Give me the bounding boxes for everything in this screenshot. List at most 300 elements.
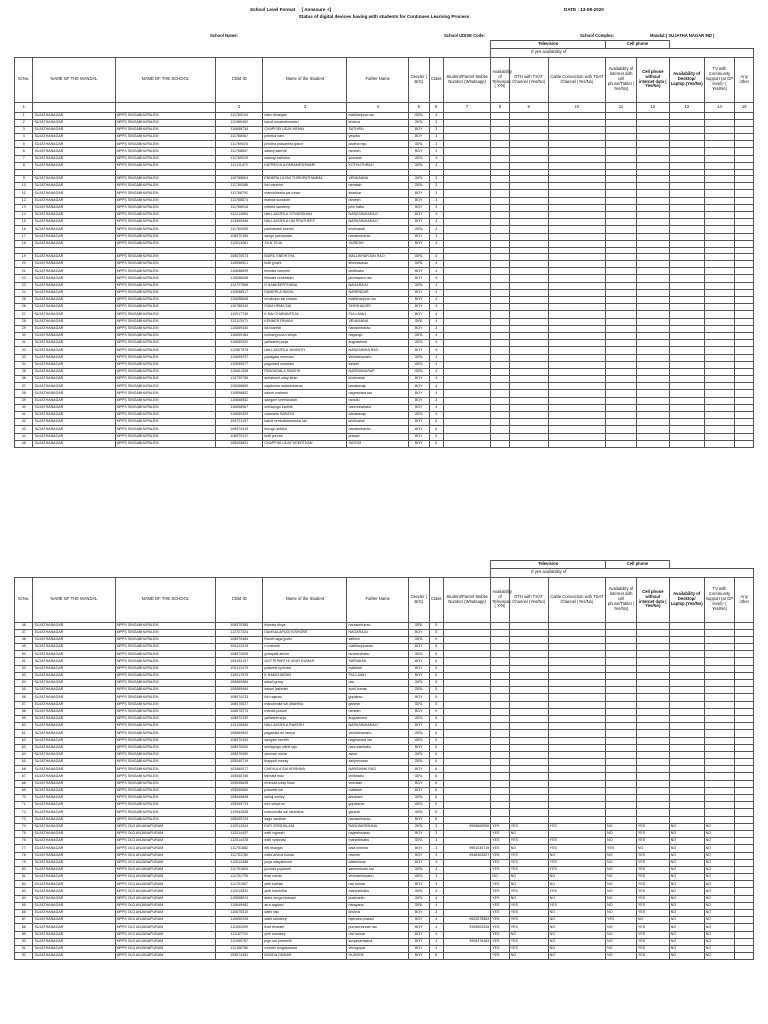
table-cell bbox=[491, 347, 509, 354]
table-cell: SUJATHANAGAR bbox=[33, 155, 115, 162]
table-row bbox=[15, 766, 754, 773]
table-cell: SUJATHANAGAR bbox=[33, 629, 115, 636]
table-cell bbox=[491, 204, 509, 211]
table-cell: ravinter bbox=[347, 852, 409, 859]
table-cell: NAGARAJU bbox=[347, 629, 409, 636]
table-cell: MPPS SINGABHUPALEM bbox=[115, 751, 216, 758]
table-cell bbox=[704, 162, 735, 169]
table-cell: GIRL bbox=[409, 795, 430, 802]
table-cell: MPPS SINGABHUPALEM bbox=[115, 737, 216, 744]
annexure-text: [ Annexure -I] bbox=[301, 7, 332, 12]
table-cell: 21 bbox=[15, 268, 33, 275]
table-cell: 3 bbox=[429, 204, 443, 211]
table-cell: YES bbox=[491, 838, 509, 845]
table-cell: ikki ramya sri bbox=[263, 802, 347, 809]
table-cell bbox=[735, 383, 754, 390]
table-cell bbox=[735, 155, 754, 162]
table-cell: 110659377 bbox=[216, 361, 263, 368]
table-cell: 58 bbox=[15, 708, 33, 715]
table-cell bbox=[669, 629, 704, 636]
table-cell: 3 bbox=[429, 240, 443, 247]
table-cell bbox=[509, 701, 548, 708]
table-cell: MPPS OLD ANJANAPURAM bbox=[115, 866, 216, 873]
table-cell: ikki karthik bbox=[263, 325, 347, 332]
table-cell bbox=[443, 332, 490, 339]
table-cell: pachabanti keerthi bbox=[263, 226, 347, 233]
table-cell: narasimharao bbox=[347, 325, 409, 332]
table-cell bbox=[735, 680, 754, 687]
table-cell: Bandi naga jyothi bbox=[263, 636, 347, 643]
table-cell: 9908669056 bbox=[443, 823, 490, 830]
table-cell: NO bbox=[606, 823, 637, 830]
table-cell bbox=[704, 658, 735, 665]
table-row bbox=[15, 744, 754, 751]
table-cell: BOY bbox=[409, 440, 430, 447]
table-cell bbox=[606, 795, 637, 802]
table-row bbox=[15, 773, 754, 780]
table-cell: 61 bbox=[15, 730, 33, 737]
table-cell: 3 bbox=[429, 845, 443, 852]
table-cell: MPPS SINGABHUPALEM bbox=[115, 268, 216, 275]
table-cell: MPPS SINGABHUPALEM bbox=[115, 795, 216, 802]
table-cell: abba durga bhavani bbox=[263, 895, 347, 902]
table-cell bbox=[443, 902, 490, 909]
table-cell: rajendra prasad bbox=[347, 917, 409, 924]
table-cell bbox=[491, 816, 509, 823]
table-cell: YES bbox=[509, 902, 548, 909]
table-cell bbox=[548, 282, 605, 289]
column-header-tv-community: TV with Community support (at GP level)- ( Yes/No) bbox=[704, 577, 735, 622]
table-cell bbox=[491, 404, 509, 411]
table-cell: 9305503328 bbox=[443, 924, 490, 931]
table-cell: banakaraju bbox=[347, 383, 409, 390]
table-cell: 111751735 bbox=[216, 874, 263, 881]
table-cell: 108570169 bbox=[216, 233, 263, 240]
udise-label: School UDISE Code: bbox=[444, 33, 485, 38]
table-cell: 3 bbox=[429, 176, 443, 183]
table-cell: NO bbox=[704, 859, 735, 866]
table-cell: 39 bbox=[15, 397, 33, 404]
table-cell bbox=[491, 289, 509, 296]
table-cell: 79 bbox=[15, 859, 33, 866]
table-cell bbox=[443, 658, 490, 665]
table-cell bbox=[669, 708, 704, 715]
table-cell: NO bbox=[548, 874, 605, 881]
table-cell: 112113071 bbox=[216, 318, 263, 325]
table-cell: mukithi durgaprasad bbox=[263, 945, 347, 952]
table-cell: K SAI CHARANTEJA bbox=[263, 311, 347, 318]
table-cell: YES bbox=[491, 830, 509, 837]
table-cell: dathi sandeep bbox=[263, 917, 347, 924]
table-row bbox=[15, 141, 754, 148]
table-cell bbox=[509, 440, 548, 447]
table-cell: MPPS SINGABHUPALEM bbox=[115, 672, 216, 679]
column-header-gender: Gender ( B/G) bbox=[409, 57, 430, 102]
table-cell: 3 bbox=[429, 126, 443, 133]
table-cell bbox=[636, 651, 669, 658]
table-cell bbox=[491, 126, 509, 133]
table-cell bbox=[669, 419, 704, 426]
table-cell bbox=[735, 304, 754, 311]
table-cell bbox=[443, 112, 490, 119]
table-cell bbox=[669, 318, 704, 325]
table-cell bbox=[509, 795, 548, 802]
table-cell: 42 bbox=[15, 419, 33, 426]
table-cell: SUJATHANAGAR bbox=[33, 176, 115, 183]
table-cell: mallikharjuna rao bbox=[347, 297, 409, 304]
table-cell: 4 bbox=[429, 268, 443, 275]
table-cell: NO bbox=[704, 881, 735, 888]
table-cell: BOY bbox=[409, 219, 430, 226]
table-cell: BOY bbox=[409, 240, 430, 247]
table-cell bbox=[509, 622, 548, 629]
table-cell bbox=[509, 332, 548, 339]
table-cell bbox=[606, 802, 637, 809]
table-cell: suryanarayana bbox=[347, 938, 409, 945]
table-cell: 5 bbox=[429, 622, 443, 629]
table-cell bbox=[606, 340, 637, 347]
table-cell bbox=[443, 368, 490, 375]
table-cell bbox=[704, 311, 735, 318]
table-cell: NO bbox=[548, 881, 605, 888]
table-cell bbox=[704, 687, 735, 694]
table-cell: BOY bbox=[409, 404, 430, 411]
table-cell: SUJATHANAGAR bbox=[33, 759, 115, 766]
table-cell bbox=[548, 261, 605, 268]
table-cell bbox=[548, 802, 605, 809]
if-yes-header: If yes availability of bbox=[491, 49, 754, 58]
table-cell: 3 bbox=[429, 134, 443, 141]
table-cell bbox=[669, 644, 704, 651]
table-cell: 112014388 bbox=[216, 859, 263, 866]
table-cell bbox=[548, 197, 605, 204]
column-header-child-id: Child ID bbox=[216, 57, 263, 102]
table-cell: venugopal bbox=[347, 945, 409, 952]
table-cell bbox=[704, 211, 735, 218]
table-cell bbox=[443, 636, 490, 643]
table-row bbox=[15, 953, 754, 960]
table-cell bbox=[704, 253, 735, 260]
table-cell: 112727324 bbox=[216, 629, 263, 636]
table-cell: 3 bbox=[429, 233, 443, 240]
table-cell bbox=[491, 629, 509, 636]
table-cell: NO bbox=[669, 953, 704, 960]
table-cell: nagaraju bbox=[347, 332, 409, 339]
table-cell: SUJATHANAGAR bbox=[33, 830, 115, 837]
table-cell bbox=[491, 737, 509, 744]
table-cell: 111769194 bbox=[216, 112, 263, 119]
table-cell bbox=[443, 895, 490, 902]
table-cell bbox=[704, 672, 735, 679]
table-cell: NO bbox=[509, 874, 548, 881]
table-row bbox=[15, 126, 754, 133]
table-cell: GIRL bbox=[409, 874, 430, 881]
table-cell: 5 bbox=[429, 672, 443, 679]
column-header-mandal: NAME OF THE MANDAL bbox=[33, 57, 115, 102]
table-cell bbox=[704, 183, 735, 190]
table-cell: NO bbox=[669, 859, 704, 866]
table-cell: SUJATHANAGAR bbox=[33, 737, 115, 744]
table-cell bbox=[704, 332, 735, 339]
table-cell bbox=[704, 795, 735, 802]
table-cell: 111769386 bbox=[216, 183, 263, 190]
table-cell: 82 bbox=[15, 881, 33, 888]
table-cell: NO bbox=[606, 866, 637, 873]
table-cell: VENKANNA bbox=[347, 318, 409, 325]
table-cell: 4 bbox=[429, 895, 443, 902]
table-row bbox=[15, 694, 754, 701]
table-cell: chittibabu bbox=[347, 268, 409, 275]
table-row bbox=[15, 759, 754, 766]
table-cell bbox=[636, 773, 669, 780]
table-cell: SUJATHANAGAR bbox=[33, 823, 115, 830]
table-cell: YES bbox=[509, 917, 548, 924]
table-cell bbox=[704, 347, 735, 354]
table-cell bbox=[509, 354, 548, 361]
table-cell bbox=[491, 622, 509, 629]
table-row bbox=[15, 866, 754, 873]
table-cell bbox=[509, 318, 548, 325]
table-cell: MPPS SINGABHUPALEM bbox=[115, 289, 216, 296]
table-cell bbox=[636, 419, 669, 426]
table-cell: SUJATHANAGAR bbox=[33, 340, 115, 347]
table-cell: SHESHAGIRI bbox=[347, 304, 409, 311]
table-cell: 74 bbox=[15, 823, 33, 830]
table-cell bbox=[443, 119, 490, 126]
table-cell: 105545698 bbox=[216, 795, 263, 802]
table-cell bbox=[548, 233, 605, 240]
table-cell bbox=[636, 318, 669, 325]
table-cell bbox=[669, 197, 704, 204]
table-cell: 6 bbox=[429, 809, 443, 816]
table-cell: YES bbox=[509, 888, 548, 895]
table-cell bbox=[443, 226, 490, 233]
format-text: School Level Format bbox=[250, 7, 296, 12]
table-cell: 4 bbox=[429, 917, 443, 924]
table-row bbox=[15, 340, 754, 347]
table-cell: 110649982 bbox=[216, 902, 263, 909]
table-cell bbox=[443, 340, 490, 347]
table-cell: BODDA OMKAR bbox=[263, 953, 347, 960]
table-cell bbox=[491, 332, 509, 339]
table-row bbox=[15, 780, 754, 787]
table-cell: 5 bbox=[429, 715, 443, 722]
table-cell: YES bbox=[636, 924, 669, 931]
table-cell: 4 bbox=[429, 354, 443, 361]
table-cell: NO bbox=[548, 945, 605, 952]
table-cell: 76 bbox=[15, 838, 33, 845]
table-cell bbox=[443, 361, 490, 368]
table-cell bbox=[636, 197, 669, 204]
table-cell bbox=[443, 888, 490, 895]
table-cell bbox=[606, 751, 637, 758]
table-cell: NO bbox=[636, 845, 669, 852]
table-cell bbox=[704, 383, 735, 390]
table-cell bbox=[509, 426, 548, 433]
table-cell bbox=[606, 404, 637, 411]
table-cell bbox=[636, 148, 669, 155]
table-cell bbox=[509, 694, 548, 701]
column-number: 12 bbox=[636, 102, 669, 112]
table-cell bbox=[735, 119, 754, 126]
table-cell bbox=[491, 383, 509, 390]
table-cell bbox=[606, 816, 637, 823]
table-cell bbox=[636, 155, 669, 162]
table-cell: 3 bbox=[429, 226, 443, 233]
table-cell: 4 bbox=[429, 332, 443, 339]
table-cell bbox=[548, 376, 605, 383]
table-cell bbox=[491, 219, 509, 226]
table-cell: 22 bbox=[15, 275, 33, 282]
table-cell: 40 bbox=[15, 404, 33, 411]
table-cell bbox=[509, 368, 548, 375]
table-cell bbox=[735, 924, 754, 931]
table-cell bbox=[636, 723, 669, 730]
table-cell bbox=[669, 773, 704, 780]
table-cell: YES bbox=[509, 823, 548, 830]
table-cell bbox=[735, 318, 754, 325]
table-cell bbox=[606, 730, 637, 737]
table-cell bbox=[735, 910, 754, 917]
table-cell: 4 bbox=[429, 289, 443, 296]
table-cell: SUJATHANAGAR bbox=[33, 412, 115, 419]
table-cell bbox=[606, 282, 637, 289]
table-cell bbox=[735, 845, 754, 852]
column-number: 2 bbox=[216, 102, 263, 112]
table-cell bbox=[491, 318, 509, 325]
table-cell bbox=[548, 419, 605, 426]
table-cell bbox=[669, 651, 704, 658]
table-cell bbox=[704, 376, 735, 383]
column-header-other: Any other bbox=[735, 577, 754, 622]
table-row bbox=[15, 155, 754, 162]
header-spacer bbox=[15, 41, 491, 49]
table-cell: NO bbox=[704, 866, 735, 873]
table-cell bbox=[491, 651, 509, 658]
table-cell bbox=[669, 204, 704, 211]
table-cell: sakari jashmini bbox=[263, 687, 347, 694]
table-cell: ramesh/babu bbox=[347, 651, 409, 658]
table-cell bbox=[443, 622, 490, 629]
table-cell bbox=[491, 433, 509, 440]
table-cell bbox=[606, 368, 637, 375]
table-cell: krishna bbox=[347, 119, 409, 126]
table-cell: MPPS SINGABHUPALEM bbox=[115, 226, 216, 233]
table-cell bbox=[636, 219, 669, 226]
table-cell bbox=[606, 433, 637, 440]
table-cell bbox=[548, 651, 605, 658]
table-cell bbox=[636, 183, 669, 190]
table-cell: NO bbox=[636, 917, 669, 924]
table-cell bbox=[443, 282, 490, 289]
table-cell: 110659237 bbox=[216, 354, 263, 361]
table-cell: 4 bbox=[429, 275, 443, 282]
table-row bbox=[15, 197, 754, 204]
column-number bbox=[115, 102, 216, 112]
table-cell bbox=[491, 751, 509, 758]
table-cell bbox=[735, 340, 754, 347]
television-group-header: Television bbox=[491, 561, 606, 569]
table-cell: 6 bbox=[429, 953, 443, 960]
table-cell: thati bharath bbox=[263, 924, 347, 931]
table-row bbox=[15, 162, 754, 169]
table-cell bbox=[704, 433, 735, 440]
table-cell: manchinilla sai dikshitha bbox=[263, 701, 347, 708]
table-cell: yetti harshitha bbox=[263, 888, 347, 895]
cell-phone-group-header: Cell phone bbox=[606, 41, 670, 49]
table-cell bbox=[491, 419, 509, 426]
table-cell bbox=[669, 119, 704, 126]
table-cell bbox=[548, 304, 605, 311]
table-cell: bakeshwar bbox=[347, 859, 409, 866]
table-cell: NO bbox=[548, 910, 605, 917]
table-cell: SATHISH bbox=[347, 126, 409, 133]
table-cell: NARASIMHA RAO bbox=[347, 347, 409, 354]
student-table-page-1 bbox=[14, 40, 754, 448]
table-cell bbox=[606, 759, 637, 766]
table-cell: MPPS OLD ANJANAPURAM bbox=[115, 852, 216, 859]
table-cell bbox=[669, 240, 704, 247]
table-cell bbox=[509, 672, 548, 679]
table-cell: YES bbox=[491, 845, 509, 852]
table-cell bbox=[491, 340, 509, 347]
table-row bbox=[15, 945, 754, 952]
table-cell bbox=[548, 830, 605, 837]
column-number bbox=[33, 102, 115, 112]
table-cell bbox=[704, 412, 735, 419]
table-cell bbox=[636, 347, 669, 354]
table-cell: 4 bbox=[429, 340, 443, 347]
table-cell bbox=[735, 701, 754, 708]
table-cell bbox=[509, 311, 548, 318]
table-cell bbox=[491, 730, 509, 737]
table-cell: 110917579 bbox=[216, 672, 263, 679]
table-cell: 32 bbox=[15, 347, 33, 354]
table-cell: YES bbox=[636, 902, 669, 909]
table-cell: BOY bbox=[409, 938, 430, 945]
table-cell: MPPS OLD ANJANAPURAM bbox=[115, 859, 216, 866]
table-cell bbox=[704, 304, 735, 311]
table-cell bbox=[735, 874, 754, 881]
table-cell: SUJATHANAGAR bbox=[33, 744, 115, 751]
table-cell bbox=[509, 708, 548, 715]
table-cell bbox=[735, 888, 754, 895]
table-cell: NO bbox=[704, 945, 735, 952]
table-cell bbox=[636, 176, 669, 183]
table-cell: BOY bbox=[409, 917, 430, 924]
table-cell: NARASIMHARAO bbox=[347, 723, 409, 730]
table-cell bbox=[704, 809, 735, 816]
table-cell bbox=[509, 737, 548, 744]
table-cell bbox=[509, 176, 548, 183]
table-cell: 88 bbox=[15, 924, 33, 931]
table-cell: GIRL bbox=[409, 412, 430, 419]
table-cell bbox=[669, 390, 704, 397]
table-cell: GIRL bbox=[409, 730, 430, 737]
table-cell: GIRL bbox=[409, 340, 430, 347]
table-cell bbox=[606, 240, 637, 247]
table-row bbox=[15, 701, 754, 708]
table-cell: 33 bbox=[15, 354, 33, 361]
table-cell bbox=[548, 708, 605, 715]
table-cell: YES bbox=[491, 910, 509, 917]
table-cell: GIRL bbox=[409, 902, 430, 909]
table-cell bbox=[606, 332, 637, 339]
table-cell bbox=[669, 687, 704, 694]
table-cell: somaiah bbox=[347, 155, 409, 162]
column-header-slno: Sl.No. bbox=[15, 577, 33, 622]
table-cell: jorintha prasantha grace bbox=[263, 141, 347, 148]
